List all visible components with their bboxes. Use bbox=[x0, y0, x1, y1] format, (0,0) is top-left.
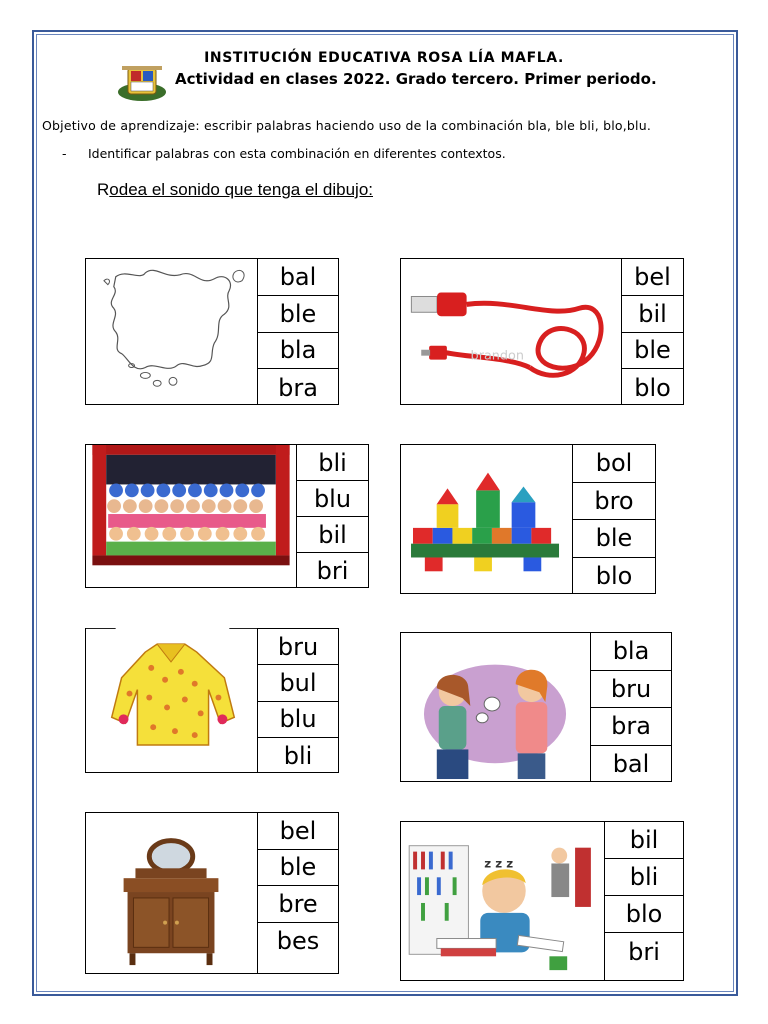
usb-cable-picture bbox=[400, 258, 622, 405]
activity-title: Actividad en clases 2022. Grado tercero. Primer periodo. bbox=[175, 70, 657, 88]
watermark-text: brandon bbox=[470, 348, 525, 364]
option-bil[interactable]: bil bbox=[297, 517, 368, 553]
bullet-text: Identificar palabras con esta combinación en diferentes contextos. bbox=[88, 146, 506, 161]
options-card-7 bbox=[257, 812, 339, 974]
option-bes[interactable]: bes bbox=[276, 926, 320, 955]
school-logo bbox=[116, 62, 168, 104]
option-bal[interactable]: bal bbox=[612, 750, 650, 779]
wooden-dresser-picture bbox=[85, 812, 258, 974]
option-blo[interactable]: blo bbox=[605, 896, 683, 933]
option-bri[interactable]: bri bbox=[628, 937, 660, 966]
theater-audience-picture bbox=[85, 444, 297, 588]
option-bli[interactable]: bli bbox=[297, 445, 368, 481]
options-card-2 bbox=[621, 258, 684, 405]
svg-text:z z z: z z z bbox=[484, 856, 514, 871]
option-bli[interactable]: bli bbox=[283, 741, 313, 770]
options-card-4 bbox=[572, 444, 656, 594]
school-name: INSTITUCIÓN EDUCATIVA ROSA LÍA MAFLA. bbox=[204, 50, 564, 66]
option-bel[interactable]: bel bbox=[622, 259, 683, 296]
instruction-text: odea el sonido que tenga el dibujo: bbox=[109, 180, 373, 199]
option-bol[interactable]: bol bbox=[573, 445, 655, 483]
option-bru[interactable]: bru bbox=[591, 671, 671, 709]
option-blu[interactable]: blu bbox=[258, 702, 338, 738]
option-blu[interactable]: blu bbox=[297, 481, 368, 517]
option-ble[interactable]: ble bbox=[622, 333, 683, 370]
learning-objective: Objetivo de aprendizaje: escribir palabras haciendo uso de la combinación bla, ble bli, blo,blu. bbox=[42, 118, 652, 133]
options-card-6 bbox=[590, 632, 672, 782]
option-bre[interactable]: bre bbox=[258, 886, 338, 923]
two-women-talking-picture bbox=[400, 632, 591, 782]
toy-blocks-picture bbox=[400, 444, 573, 594]
objective-bullet bbox=[62, 146, 506, 161]
option-bla[interactable]: bla bbox=[591, 633, 671, 671]
option-ble[interactable]: ble bbox=[573, 520, 655, 558]
bullet-dash: - bbox=[62, 146, 67, 161]
instruction-first-letter: R bbox=[97, 180, 110, 199]
option-bri[interactable]: bri bbox=[316, 557, 349, 585]
option-blo[interactable]: blo bbox=[595, 562, 633, 591]
polka-dot-blouse-picture bbox=[85, 628, 258, 773]
option-bru[interactable]: bru bbox=[258, 629, 338, 665]
option-ble[interactable]: ble bbox=[258, 850, 338, 887]
option-bla[interactable]: bla bbox=[258, 333, 338, 370]
instruction bbox=[97, 180, 373, 200]
option-bra[interactable]: bra bbox=[278, 373, 318, 402]
option-bil[interactable]: bil bbox=[605, 822, 683, 859]
options-card-1 bbox=[257, 258, 339, 405]
option-ble[interactable]: ble bbox=[258, 296, 338, 333]
options-card-3 bbox=[296, 444, 369, 588]
option-bul[interactable]: bul bbox=[258, 665, 338, 701]
option-bal[interactable]: bal bbox=[258, 259, 338, 296]
boy-sleeping-library-picture bbox=[400, 821, 605, 981]
option-bra[interactable]: bra bbox=[591, 708, 671, 746]
ink-blot-picture bbox=[85, 258, 258, 405]
option-bil[interactable]: bil bbox=[622, 296, 683, 333]
option-bli[interactable]: bli bbox=[605, 859, 683, 896]
options-card-8 bbox=[604, 821, 684, 981]
option-bel[interactable]: bel bbox=[258, 813, 338, 850]
option-blo[interactable]: blo bbox=[634, 373, 671, 402]
option-bro[interactable]: bro bbox=[573, 483, 655, 521]
options-card-5 bbox=[257, 628, 339, 773]
